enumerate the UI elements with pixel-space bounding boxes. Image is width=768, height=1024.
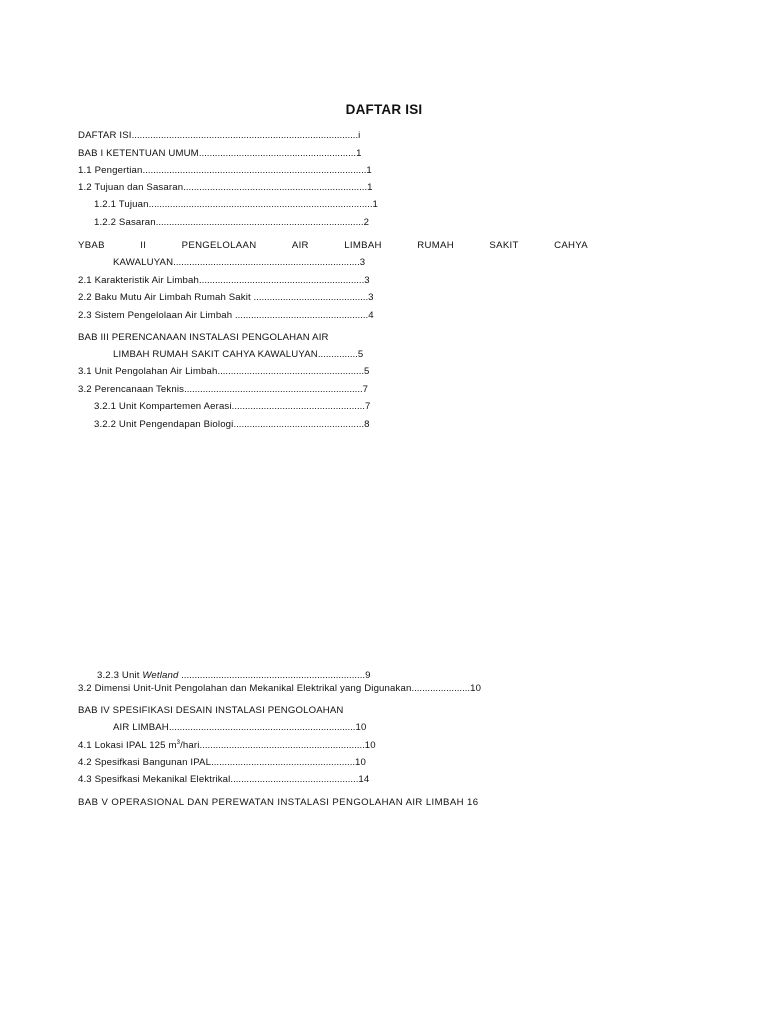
toc-entry-4-2[interactable] <box>78 757 366 769</box>
toc-page-number: 10 <box>364 740 376 751</box>
toc-entry-text: 2.3 Sistem Pengelolaan Air Limbah <box>78 310 233 321</box>
toc-page-number: 4 <box>368 310 374 321</box>
toc-heading-word: II <box>140 240 147 251</box>
toc-heading-word: YBAB <box>78 240 105 251</box>
toc-leader-dots: ...................................................... <box>211 757 356 768</box>
toc-entry-text: 4.2 Spesifkasi Bangunan IPAL <box>78 757 212 768</box>
toc-page-number: 1 <box>356 148 362 159</box>
toc-leader-dots: ..................................................................... <box>178 670 366 681</box>
toc-entry-bab-1[interactable] <box>78 148 362 160</box>
toc-entry-3-1[interactable] <box>78 366 370 378</box>
toc-page-number: 10 <box>355 722 367 733</box>
toc-page-number: 10 <box>470 683 482 694</box>
toc-entry-text: BAB IV SPESIFIKASI DESAIN INSTALASI PENGOLOAHAN <box>78 705 344 716</box>
toc-entry-2-1[interactable] <box>78 275 370 287</box>
toc-entry-text: 3.2.1 Unit Kompartemen Aerasi <box>94 401 232 412</box>
toc-page-number: 2 <box>363 217 370 228</box>
toc-leader-dots: ..................................................................................... <box>131 130 359 141</box>
toc-entry-bab-5[interactable] <box>78 797 478 809</box>
toc-entry-2-3[interactable] <box>78 310 374 322</box>
toc-entry-bab-3-heading[interactable] <box>78 332 329 344</box>
toc-leader-dots: ....................................................... <box>217 366 365 377</box>
toc-entry-text: 4.1 Lokasi IPAL 125 m <box>78 740 177 751</box>
toc-entry-3-2-dimensi[interactable] <box>78 683 481 695</box>
toc-entry-text: 4.3 Spesifkasi Mekanikal Elektrikal <box>78 774 231 785</box>
toc-entry-text: 1.2 Tujuan dan Sasaran <box>78 182 184 193</box>
toc-entry-text: 3.2 Perencanaan Teknis <box>78 384 185 395</box>
toc-entry-4-3[interactable] <box>78 774 369 786</box>
toc-page-number: 5 <box>357 349 364 360</box>
toc-page-number: 3 <box>359 257 366 268</box>
toc-heading-word: LIMBAH <box>344 240 382 251</box>
toc-entry-1-2-1[interactable] <box>94 199 378 211</box>
toc-entry-bab-4-continuation[interactable] <box>113 722 366 734</box>
toc-leader-dots: .............................................................. <box>198 275 365 286</box>
toc-heading-word: SAKIT <box>489 240 519 251</box>
toc-page-number: 7 <box>362 384 369 395</box>
toc-heading-word: RUMAH <box>417 240 454 251</box>
toc-entry-text: KAWALUYAN <box>113 257 174 268</box>
toc-entry-text: LIMBAH RUMAH SAKIT CAHYA KAWALUYAN <box>113 349 318 360</box>
toc-entry-text: BAB III PERENCANAAN INSTALASI PENGOLAHAN AIR <box>78 332 329 343</box>
toc-page-number: 3 <box>364 275 370 286</box>
toc-entry-3-2-3[interactable] <box>97 670 371 682</box>
toc-entry-bab-2-heading[interactable] <box>78 240 588 252</box>
toc-page-number: 14 <box>358 774 370 785</box>
toc-leader-dots: .............................................................................. <box>155 217 364 228</box>
toc-superscript: 3 <box>176 739 181 746</box>
toc-leader-dots: ........................................... <box>250 292 369 303</box>
toc-leader-dots: ...................... <box>411 683 471 694</box>
toc-entry-text: 1.2.1 Tujuan <box>94 199 149 210</box>
toc-entry-text: 3.1 Unit Pengolahan Air Limbah <box>78 366 218 377</box>
toc-entry-text: 1.1 Pengertian <box>78 165 143 176</box>
toc-entry-text: BAB V OPERASIONAL DAN PEREWATAN INSTALASI PENGOLAHAN AIR LIMBAH 16 <box>78 797 479 808</box>
toc-page-number: 1 <box>367 182 373 193</box>
toc-page-number: 10 <box>355 757 367 768</box>
toc-entry-bab-4-heading[interactable] <box>78 705 343 717</box>
toc-leader-dots: ...................................................................... <box>168 722 356 733</box>
toc-entry-text: BAB I KETENTUAN UMUM <box>78 148 199 159</box>
toc-entry-4-1[interactable] <box>78 740 376 752</box>
page-title: DAFTAR ISI <box>345 102 423 117</box>
toc-entry-1-2-2[interactable] <box>94 217 369 229</box>
toc-entry-1-2[interactable] <box>78 182 373 194</box>
toc-entry-1-1[interactable] <box>78 165 372 177</box>
toc-leader-dots: .................................................................................... <box>148 199 373 210</box>
toc-entry-3-2[interactable] <box>78 384 368 396</box>
toc-leader-dots: .................................................. <box>232 310 369 321</box>
toc-leader-dots: ................................................. <box>233 419 365 430</box>
toc-leader-dots: .................................................. <box>231 401 365 412</box>
toc-entry-text: 1.2.2 Sasaran <box>94 217 156 228</box>
toc-entry-text: 3.2 Dimensi Unit-Unit Pengolahan dan Mekanikal Elektrikal yang Digunakan <box>78 683 412 694</box>
toc-leader-dots: ................................................................... <box>184 384 363 395</box>
toc-leader-dots: ............... <box>317 349 358 360</box>
toc-heading-word: AIR <box>291 240 309 251</box>
toc-entry-italic-term: Wetland <box>142 670 179 681</box>
toc-entry-3-2-1[interactable] <box>94 401 370 413</box>
toc-leader-dots: ........................................................... <box>198 148 357 159</box>
toc-entry-bab-3-continuation[interactable] <box>113 349 363 361</box>
toc-leader-dots: ................................................ <box>230 774 359 785</box>
toc-leader-dots: ..................................................................... <box>183 182 368 193</box>
toc-entry-text-suffix: /hari <box>180 740 200 751</box>
toc-page-number: 9 <box>365 670 371 681</box>
toc-entry-text: 3.2.3 Unit <box>97 670 143 681</box>
toc-entry-bab-2-continuation[interactable] <box>113 257 365 269</box>
toc-entry-3-2-2[interactable] <box>94 419 370 431</box>
toc-page-number: 8 <box>364 419 370 430</box>
toc-page-number: 7 <box>364 401 371 412</box>
toc-leader-dots: .................................................................................... <box>142 165 367 176</box>
toc-leader-dots: .............................................................. <box>199 740 365 751</box>
toc-entry-daftar-isi[interactable] <box>78 130 360 142</box>
toc-heading-word: PENGELOLAAN <box>181 240 257 251</box>
toc-page-number: 1 <box>366 165 372 176</box>
toc-entry-text: 2.2 Baku Mutu Air Limbah Rumah Sakit <box>78 292 251 303</box>
toc-entry-text: DAFTAR ISI <box>78 130 132 141</box>
toc-entry-text: 2.1 Karakteristik Air Limbah <box>78 275 199 286</box>
toc-entry-text: 3.2.2 Unit Pengendapan Biologi <box>94 419 234 430</box>
toc-entry-text: AIR LIMBAH <box>113 722 169 733</box>
toc-page-number: i <box>358 130 361 141</box>
toc-leader-dots: ...................................................................... <box>173 257 360 268</box>
toc-entry-2-2[interactable] <box>78 292 374 304</box>
toc-page-number: 1 <box>372 199 379 210</box>
toc-page-number: 3 <box>368 292 374 303</box>
toc-page-number: 5 <box>364 366 370 377</box>
toc-heading-word: CAHYA <box>554 240 588 251</box>
